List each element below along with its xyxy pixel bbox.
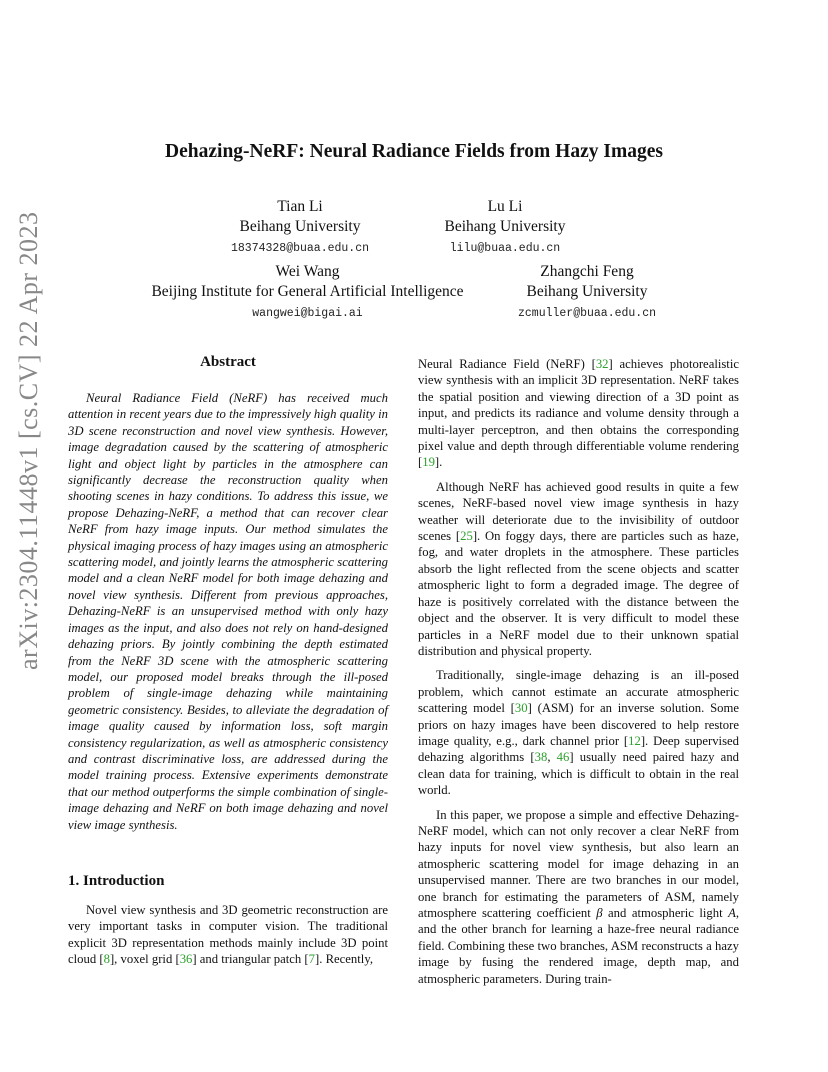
citation-link[interactable]: 12 xyxy=(628,733,641,748)
introduction-heading: 1. Introduction xyxy=(68,873,165,889)
author-affiliation: Beihang University xyxy=(239,218,361,235)
intro-paragraph-1: Novel view synthesis and 3D geometric reconstruction are very important tasks in computer vision. The traditional explicit 3D representation methods mainly include 3D point cloud [8], voxel grid [36] and triangular patch [7]. Recently, xyxy=(68,903,388,967)
citation-link[interactable]: 46 xyxy=(556,750,570,765)
math-symbol: β xyxy=(596,906,603,920)
body-paragraph-1: Neural Radiance Field (NeRF) [32] achieves photorealistic view synthesis with an implicit 3D representation. NeRF takes the spatial position and viewing direction of a 3D point as input, and predicts its radiance and volume density through a multi-layer perceptron, and then obtains the corresponding pixel value and depth through differentiable volume rendering [19]. xyxy=(418,357,739,470)
citation-link[interactable]: 25 xyxy=(460,529,473,544)
author-block-2 xyxy=(415,197,595,258)
author-name: Zhangchi Feng xyxy=(540,263,634,280)
body-paragraph-2: Although NeRF has achieved good results in quite a few scenes, NeRF-based novel view image synthesis in hazy weather will deteriorate due to the invisibility of outdoor scenes [25]. On foggy days, there are particles such as haze, fog, and water droplets in the atmosphere. These particles absorb the light reflected from the scene objects and scatter atmospheric light to form a degraded image. The degree of haze is positively correlated with the distance between the object and the observer. It is very difficult to model these particles in a NeRF model due to their unknown spatial distribution and physical property. xyxy=(418,479,739,658)
author-affiliation: Beihang University xyxy=(526,283,648,300)
author-name: Lu Li xyxy=(487,198,523,215)
body-paragraph-4: In this paper, we propose a simple and effective Dehazing-NeRF model, which can not only recover a clear NeRF from hazy inputs for novel view synthesis, but also learn an atmospheric scattering model for image dehazing in an unsupervised manner. There are two branches in our model, one branch for estimating the parameters of ASM, namely atmosphere scattering coefficient β and atmospheric light A, and the other branch for learning a haze-free neural radiance field. Combining these two branches, ASM reconstructs a hazy image by fusing the rendered image, depth map, and atmospheric parameters. During train- xyxy=(418,807,740,986)
abstract-column xyxy=(68,390,388,833)
body-paragraph-3: Traditionally, single-image dehazing is an ill-posed problem, which cannot estimate an accurate atmospheric scattering model [30] (ASM) for an inverse solution. Some priors on hazy images have been discovered to help restore image quality, e.g., dark channel prior [12]. Deep supervised dehazing algorithms [38, 46] usually need paired hazy and clean data for training, which is difficult to obtain in the real world. xyxy=(418,668,740,798)
arxiv-identifier: arXiv:2304.11448v1 [cs.CV] 22 Apr 2023 xyxy=(14,211,43,670)
math-symbol: A xyxy=(728,906,736,920)
abstract-text: Neural Radiance Field (NeRF) has received much attention in recent years due to the impressively high quality in 3D scene reconstruction and novel view synthesis. However, image degradation caused by the scattering of atmospheric light and object light by particles in the atmosphere can significantly decrease the reconstruction quality when shooting scenes in hazy conditions. To address this issue, we propose Dehazing-NeRF, a method that can recover clear NeRF from hazy image inputs. Our method simulates the physical imaging process of hazy images using an atmospheric scattering model, and jointly learns the atmospheric scattering model and a clean NeRF model for both image dehazing and novel view synthesis. Different from previous approaches, Dehazing-NeRF is an unsupervised method with only hazy images as the input, and also does not rely on hand-designed dehazing priors. By jointly combining the depth estimated from the NeRF 3D scene with the atmospheric scattering model, our proposed model breaks through the ill-posed problem of single-image dehazing while maintaining geometric consistency. Besides, to alleviate the degradation of image quality caused by information loss, soft margin consistency regularization, as well as atmospheric consistency and contrast discriminative loss, are addressed during the model training process. Extensive experiments demonstrate that our method outperforms the simple combination of single-image dehazing and NeRF on both image dehazing and novel view image synthesis. xyxy=(68,391,388,832)
right-column xyxy=(418,356,739,987)
paper-title: Dehazing-NeRF: Neural Radiance Fields from Hazy Images xyxy=(165,141,663,162)
citation-link[interactable]: 30 xyxy=(514,701,528,716)
citation-link[interactable]: 19 xyxy=(422,455,435,470)
introduction-column xyxy=(68,902,388,968)
author-email[interactable]: lilu@buaa.edu.cn xyxy=(449,242,561,255)
citation-link[interactable]: 8 xyxy=(103,952,110,967)
author-block-1 xyxy=(210,197,390,258)
citation-link[interactable]: 36 xyxy=(179,952,193,967)
author-name: Tian Li xyxy=(277,198,323,215)
author-email[interactable]: zcmuller@buaa.edu.cn xyxy=(517,307,657,320)
citation-link[interactable]: 38 xyxy=(534,750,548,765)
author-name: Wei Wang xyxy=(275,263,340,280)
author-affiliation: Beihang University xyxy=(444,218,566,235)
author-email[interactable]: wangwei@bigai.ai xyxy=(252,307,363,320)
author-email[interactable]: 18374328@buaa.edu.cn xyxy=(230,242,370,255)
citation-link[interactable]: 7 xyxy=(308,952,315,967)
author-block-3 xyxy=(135,262,480,323)
citation-link[interactable]: 32 xyxy=(595,357,609,371)
author-affiliation: Beijing Institute for General Artificial Intelligence xyxy=(151,283,464,300)
abstract-heading: Abstract xyxy=(200,354,256,370)
author-block-4 xyxy=(497,262,677,323)
